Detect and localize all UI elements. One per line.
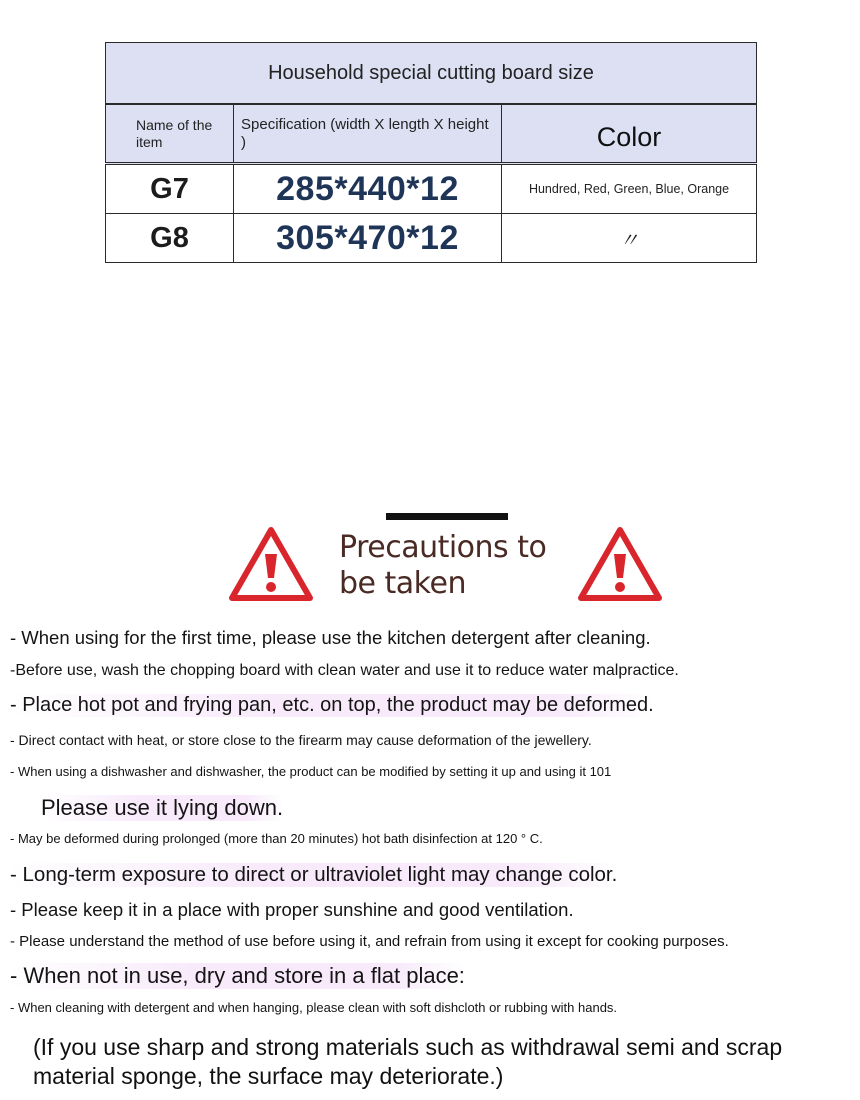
row-spec: 285*440*12: [234, 164, 502, 214]
row-color: Hundred, Red, Green, Blue, Orange: [502, 164, 757, 214]
table-header-row: [106, 104, 757, 164]
row-name: G8: [106, 214, 234, 263]
table-row: [106, 214, 757, 263]
warning-triangle-icon: [228, 526, 314, 602]
decorative-bar: [386, 513, 508, 520]
precautions-title: Precautions to be taken: [339, 530, 547, 601]
precaution-line: - When cleaning with detergent and when hanging, please clean with soft dishcloth or rubbing with hands.: [10, 1000, 618, 1015]
row-spec: 305*470*12: [234, 214, 502, 263]
closing-note: (If you use sharp and strong materials such as withdrawal semi and scrap material sponge, the surface may deteriorate.): [33, 1034, 783, 1089]
precaution-line: - Please understand the method of use before using it, and refrain from using it except for cooking purposes.: [10, 933, 729, 950]
table-row: [106, 164, 757, 214]
row-name: G7: [106, 164, 234, 214]
precaution-line: - May be deformed during prolonged (more than 20 minutes) hot bath disinfection at 120 ° C.: [10, 831, 543, 846]
precaution-line: - Direct contact with heat, or store close to the firearm may cause deformation of the jewellery.: [10, 732, 592, 748]
header-color: Color: [502, 104, 757, 164]
header-spec: Specification (width X length X height ): [234, 104, 502, 164]
table-title-row: [106, 43, 757, 105]
precaution-line: - When not in use, dry and store in a flat place:: [10, 963, 465, 988]
precaution-line: - When using a dishwasher and dishwasher, the product can be modified by setting it up and using it 101: [10, 764, 612, 779]
precaution-line: - Long-term exposure to direct or ultraviolet light may change color.: [10, 863, 618, 886]
warning-triangle-icon: [577, 526, 663, 602]
precaution-line: - When using for the first time, please use the kitchen detergent after cleaning.: [10, 627, 651, 648]
precaution-line: -Before use, wash the chopping board with clean water and use it to reduce water malpractice.: [10, 662, 679, 679]
header-name: Name of the item: [106, 104, 234, 164]
precaution-line: - Please keep it in a place with proper sunshine and good ventilation.: [10, 899, 574, 920]
row-color-ditto: 〃: [502, 214, 757, 263]
size-table: [105, 42, 757, 263]
table-title: Household special cutting board size: [106, 43, 757, 105]
precaution-line: Please use it lying down.: [41, 795, 284, 820]
precaution-line: - Place hot pot and frying pan, etc. on top, the product may be deformed.: [10, 694, 654, 716]
